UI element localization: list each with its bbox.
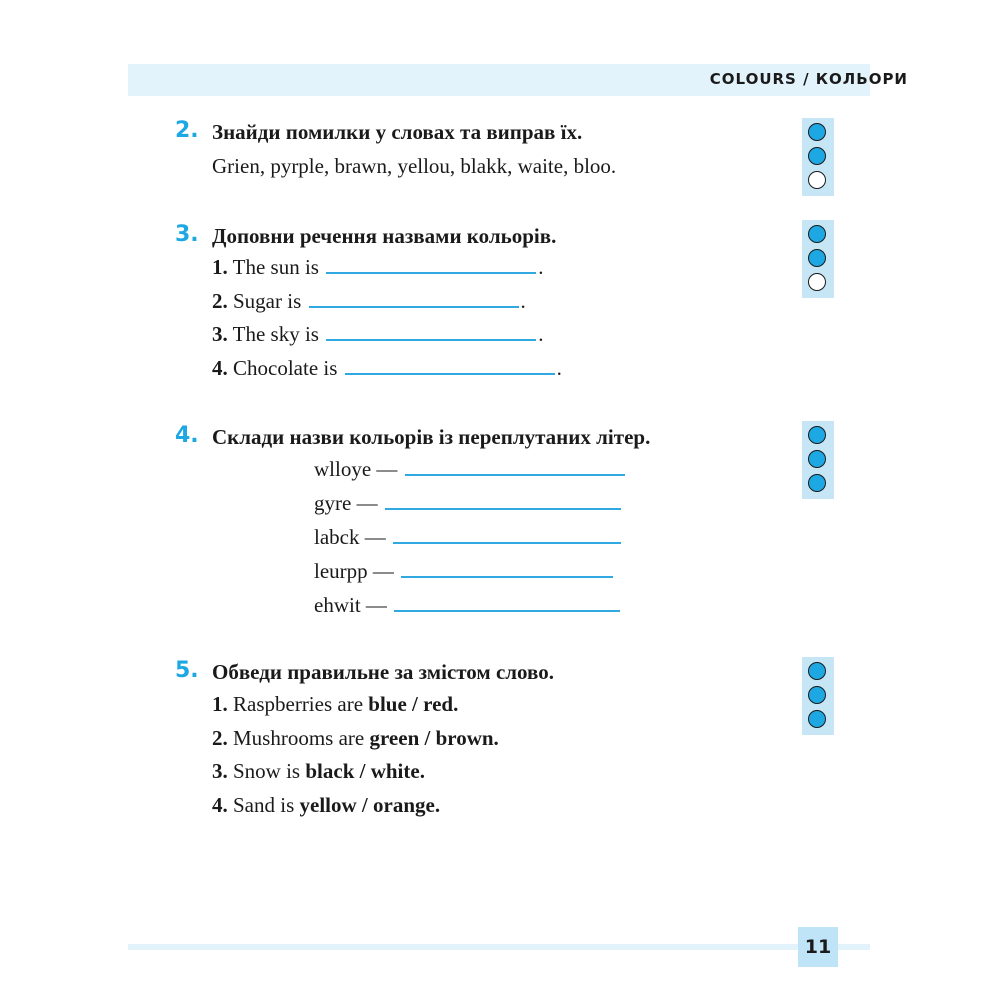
score-box-task-3 bbox=[802, 220, 834, 298]
sentence-1: 1. The sun is . bbox=[212, 255, 544, 279]
answer-blank[interactable] bbox=[405, 473, 625, 476]
task-title: Знайди помилки у словах та виправ їх. bbox=[212, 120, 583, 144]
answer-blank[interactable] bbox=[394, 609, 620, 612]
choice-sentence-3: 3. Snow is black / white. bbox=[212, 759, 425, 783]
score-dot-full bbox=[808, 686, 826, 704]
score-dot-full bbox=[808, 450, 826, 468]
score-dot-empty bbox=[808, 273, 826, 291]
answer-blank[interactable] bbox=[345, 372, 555, 375]
score-box-task-5 bbox=[802, 657, 834, 735]
answer-blank[interactable] bbox=[393, 541, 621, 544]
task-number: 2. bbox=[175, 118, 199, 143]
task-text: Grien, pyrple, brawn, yellou, blakk, waite, bloo. bbox=[212, 154, 617, 178]
task-number: 4. bbox=[175, 423, 199, 448]
answer-blank[interactable] bbox=[326, 338, 536, 341]
footer-band bbox=[128, 944, 870, 950]
score-dot-full bbox=[808, 147, 826, 165]
choice-sentence-2: 2. Mushrooms are green / brown. bbox=[212, 726, 499, 750]
answer-blank[interactable] bbox=[326, 271, 536, 274]
score-dot-full bbox=[808, 474, 826, 492]
sentence-3: 3. The sky is . bbox=[212, 322, 544, 346]
score-dot-full bbox=[808, 249, 826, 267]
score-dot-full bbox=[808, 123, 826, 141]
sentence-2: 2. Sugar is . bbox=[212, 289, 526, 313]
scrambled-word-4: leurpp — bbox=[314, 559, 615, 584]
score-dot-full bbox=[808, 426, 826, 444]
word-choice[interactable]: black / white. bbox=[305, 759, 425, 783]
scrambled-word-1: wlloye — bbox=[314, 457, 627, 482]
score-dot-full bbox=[808, 662, 826, 680]
answer-blank[interactable] bbox=[309, 305, 519, 308]
word-choice[interactable]: yellow / orange. bbox=[299, 793, 441, 817]
page-number: 11 bbox=[798, 927, 838, 967]
scrambled-word-2: gyre — bbox=[314, 491, 623, 516]
word-choice[interactable]: blue / red. bbox=[368, 692, 459, 716]
scrambled-word-3: labck — bbox=[314, 525, 623, 550]
answer-blank[interactable] bbox=[401, 575, 613, 578]
task-number: 5. bbox=[175, 658, 199, 683]
score-box-task-2 bbox=[802, 118, 834, 196]
score-dot-full bbox=[808, 225, 826, 243]
score-dot-full bbox=[808, 710, 826, 728]
scrambled-word-5: ehwit — bbox=[314, 593, 622, 618]
task-title: Склади назви кольорів із переплутаних літер. bbox=[212, 425, 651, 449]
score-dot-empty bbox=[808, 171, 826, 189]
page-header-title: COLOURS / КОЛЬОРИ bbox=[709, 70, 908, 88]
task-title: Доповни речення назвами кольорів. bbox=[212, 224, 557, 248]
task-number: 3. bbox=[175, 222, 199, 247]
sentence-4: 4. Chocolate is . bbox=[212, 356, 562, 380]
choice-sentence-1: 1. Raspberries are blue / red. bbox=[212, 692, 459, 716]
word-choice[interactable]: green / brown. bbox=[369, 726, 499, 750]
score-box-task-4 bbox=[802, 421, 834, 499]
task-title: Обведи правильне за змістом слово. bbox=[212, 660, 554, 684]
answer-blank[interactable] bbox=[385, 507, 621, 510]
choice-sentence-4: 4. Sand is yellow / orange. bbox=[212, 793, 441, 817]
